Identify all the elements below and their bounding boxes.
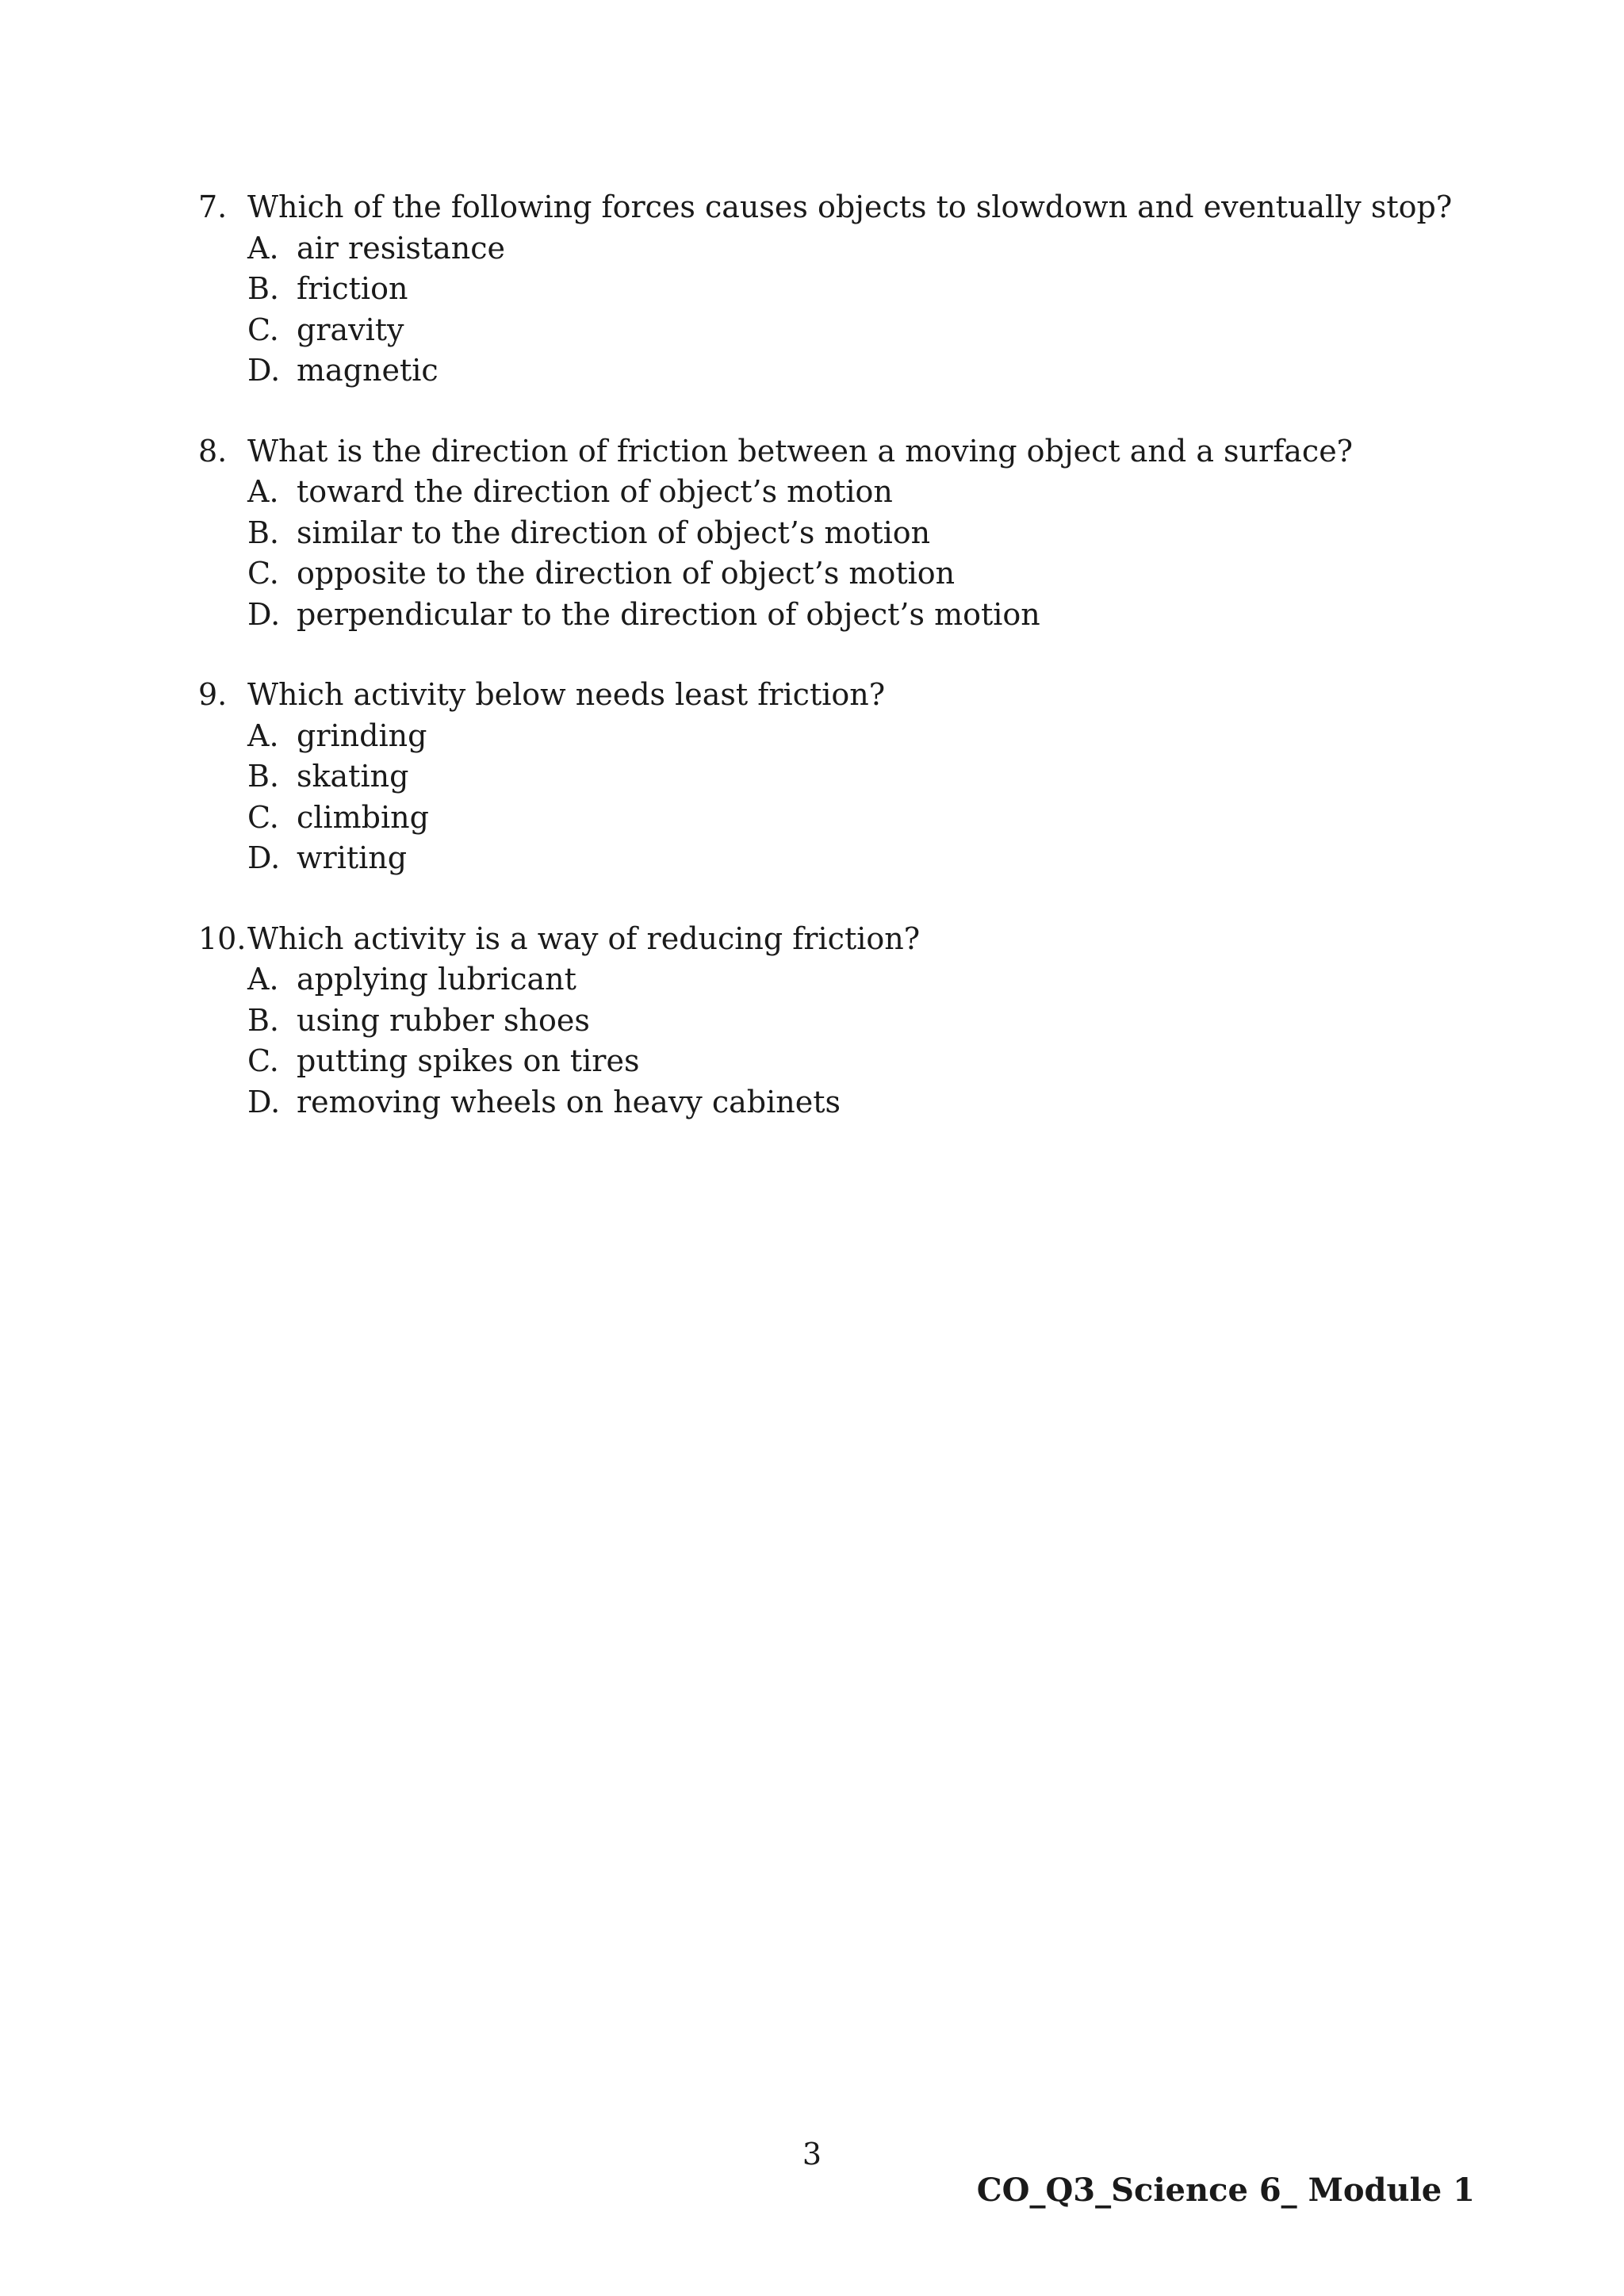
option-d [198, 350, 1483, 392]
option-text: applying lubricant [297, 962, 576, 997]
option-d [198, 595, 1483, 636]
question-number: 10. [198, 920, 247, 956]
option-text: opposite to the direction of object’s motion [297, 556, 956, 591]
question-text: Which activity is a way of reducing friction? [247, 920, 921, 956]
option-a [198, 959, 1483, 1001]
option-letter: D. [247, 353, 281, 388]
option-letter: D. [247, 596, 281, 632]
question-9 [198, 675, 1483, 879]
option-letter: A. [247, 230, 279, 266]
question-text: Which of the following forces causes objects to slowdown and eventually stop? [247, 189, 1453, 224]
option-text: gravity [297, 312, 404, 347]
page-number: 3 [802, 2137, 822, 2172]
question-list [198, 187, 1483, 1162]
option-text: toward the direction of object’s motion [297, 474, 893, 509]
option-letter: A. [247, 474, 279, 509]
question-number: 9. [198, 677, 228, 712]
option-text: climbing [297, 799, 429, 835]
option-b [198, 1001, 1483, 1042]
option-letter: B. [247, 271, 280, 306]
question-7 [198, 187, 1483, 392]
option-letter: D. [247, 1084, 281, 1119]
question-8 [198, 431, 1483, 636]
option-text: air resistance [297, 230, 506, 266]
option-b [198, 269, 1483, 310]
question-text: Which activity below needs least friction? [247, 677, 886, 712]
option-letter: B. [247, 1002, 280, 1038]
option-text: perpendicular to the direction of object’s motion [297, 596, 1040, 632]
option-text: friction [297, 271, 408, 306]
option-a [198, 228, 1483, 270]
option-text: removing wheels on heavy cabinets [297, 1084, 841, 1119]
option-b [198, 756, 1483, 798]
question-number: 7. [198, 189, 228, 224]
option-text: skating [297, 759, 409, 794]
option-letter: C. [247, 556, 279, 591]
option-letter: C. [247, 1043, 279, 1078]
option-c [198, 553, 1483, 595]
option-a [198, 716, 1483, 757]
option-text: using rubber shoes [297, 1002, 590, 1038]
option-d [198, 1082, 1483, 1123]
option-letter: C. [247, 312, 279, 347]
question-10 [198, 919, 1483, 1123]
option-text: magnetic [297, 353, 439, 388]
question-number: 8. [198, 433, 228, 469]
option-letter: B. [247, 759, 280, 794]
option-letter: A. [247, 962, 279, 997]
option-letter: C. [247, 799, 279, 835]
option-letter: A. [247, 718, 279, 753]
option-c [198, 798, 1483, 839]
option-text: grinding [297, 718, 427, 753]
option-b [198, 513, 1483, 554]
module-label: CO_Q3_Science 6_ Module 1 [976, 2172, 1475, 2209]
option-text: writing [297, 840, 408, 875]
option-d [198, 838, 1483, 879]
question-text: What is the direction of friction between a moving object and a surface? [247, 433, 1354, 469]
option-a [198, 472, 1483, 513]
option-text: similar to the direction of object’s motion [297, 515, 931, 550]
option-text: putting spikes on tires [297, 1043, 640, 1078]
option-c [198, 1041, 1483, 1082]
option-c [198, 310, 1483, 351]
option-letter: D. [247, 840, 281, 875]
option-letter: B. [247, 515, 280, 550]
